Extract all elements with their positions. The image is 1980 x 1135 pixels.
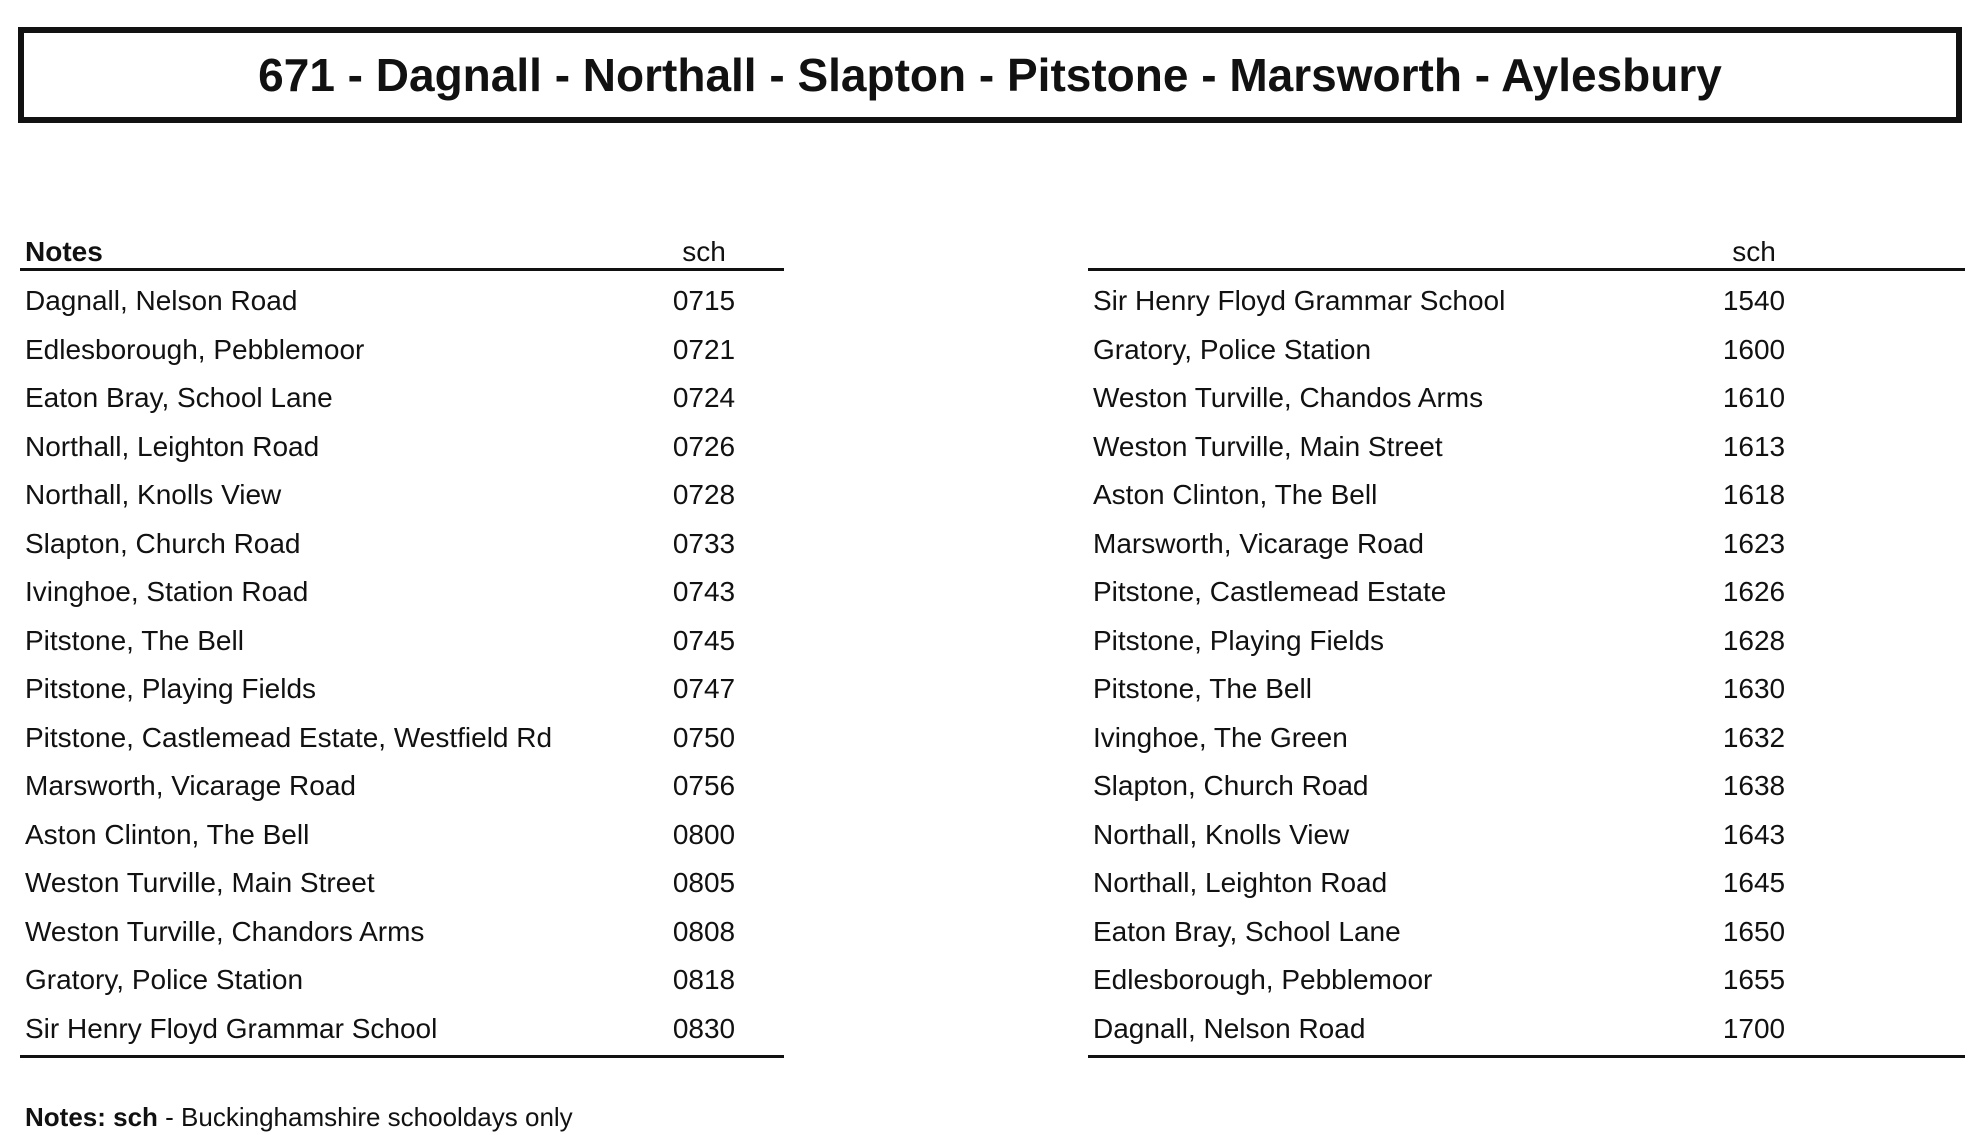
sch-column-header: sch: [1732, 236, 1776, 267]
stop-name: Weston Turville, Chandos Arms: [1093, 382, 1484, 414]
stop-name: Weston Turville, Main Street: [25, 867, 375, 899]
timetable-row: [1088, 665, 1965, 714]
stop-name: Pitstone, Playing Fields: [25, 673, 317, 705]
departure-time: 0818: [672, 964, 736, 996]
departure-time: 1610: [1722, 382, 1786, 414]
timetable-row: [20, 374, 784, 423]
timetable-row: [1088, 326, 1965, 375]
timetable-row: [1088, 471, 1965, 520]
timetable-row: [20, 665, 784, 714]
stop-name: Slapton, Church Road: [1093, 770, 1369, 802]
timetable-row: [1088, 1005, 1965, 1054]
stop-name: Aston Clinton, The Bell: [25, 818, 310, 850]
stop-name: Ivinghoe, Station Road: [25, 576, 309, 608]
stop-name: Sir Henry Floyd Grammar School: [25, 1012, 438, 1044]
departure-time: 1628: [1722, 624, 1786, 656]
timetable-row: [20, 811, 784, 860]
departure-time: 0750: [672, 721, 736, 753]
departure-time: 0830: [672, 1012, 736, 1044]
departure-time: 1630: [1722, 673, 1786, 705]
inbound-timetable: [1088, 230, 1965, 1058]
departure-time: 1626: [1722, 576, 1786, 608]
departure-time: 1700: [1722, 1012, 1786, 1044]
departure-time: 1540: [1722, 285, 1786, 317]
stop-name: Marsworth, Vicarage Road: [25, 770, 356, 802]
stop-name: Pitstone, Castlemead Estate: [1093, 576, 1447, 608]
route-title-box: [18, 27, 1962, 123]
stop-name: Northall, Leighton Road: [1093, 867, 1388, 899]
timetable-row: [1088, 956, 1965, 1005]
inbound-rows: [1088, 271, 1965, 1058]
stop-name: Dagnall, Nelson Road: [25, 285, 298, 317]
departure-time: 0733: [672, 527, 736, 559]
departure-time: 0743: [672, 576, 736, 608]
departure-time: 1618: [1722, 479, 1786, 511]
footnote: [25, 1102, 573, 1132]
outbound-rows: [20, 271, 784, 1058]
timetable-row: [1088, 714, 1965, 763]
inbound-header-row: [1088, 230, 1965, 271]
timetable-row: [20, 326, 784, 375]
stop-name: Edlesborough, Pebblemoor: [1093, 964, 1433, 996]
timetable-row: [20, 520, 784, 569]
departure-time: 1655: [1722, 964, 1786, 996]
stop-name: Gratory, Police Station: [1093, 333, 1372, 365]
timetable-row: [1088, 811, 1965, 860]
timetable-row: [1088, 859, 1965, 908]
timetable-row: [20, 617, 784, 666]
departure-time: 1613: [1722, 430, 1786, 462]
stop-name: Edlesborough, Pebblemoor: [25, 333, 365, 365]
outbound-timetable: [20, 230, 784, 1058]
stop-name: Ivinghoe, The Green: [1093, 721, 1348, 753]
stop-name: Pitstone, The Bell: [1093, 673, 1312, 705]
stop-name: Weston Turville, Main Street: [1093, 430, 1443, 462]
stop-name: Pitstone, Castlemead Estate, Westfield Rd: [25, 721, 553, 753]
departure-time: 1643: [1722, 818, 1786, 850]
timetable-row: [20, 859, 784, 908]
footnote-label: Notes: sch: [25, 1102, 158, 1132]
departure-time: 1623: [1722, 527, 1786, 559]
timetable-row: [1088, 568, 1965, 617]
departure-time: 1638: [1722, 770, 1786, 802]
timetable-row: [20, 762, 784, 811]
timetable-row: [1088, 908, 1965, 957]
departure-time: 1600: [1722, 333, 1786, 365]
timetable-row: [1088, 617, 1965, 666]
timetable-row: [20, 956, 784, 1005]
stop-name: Weston Turville, Chandors Arms: [25, 915, 425, 947]
footnote-text: - Buckinghamshire schooldays only: [157, 1102, 573, 1132]
timetable-row: [1088, 423, 1965, 472]
timetable-row: [1088, 762, 1965, 811]
departure-time: 0715: [672, 285, 736, 317]
stop-name: Pitstone, The Bell: [25, 624, 244, 656]
stop-name: Sir Henry Floyd Grammar School: [1093, 285, 1506, 317]
stop-name: Northall, Knolls View: [1093, 818, 1350, 850]
departure-time: 1645: [1722, 867, 1786, 899]
stop-name: Pitstone, Playing Fields: [1093, 624, 1385, 656]
timetable-row: [20, 471, 784, 520]
departure-time: 0808: [672, 915, 736, 947]
timetable-row: [20, 908, 784, 957]
outbound-header-row: [20, 230, 784, 271]
departure-time: 0745: [672, 624, 736, 656]
departure-time: 0800: [672, 818, 736, 850]
route-title: 671 - Dagnall - Northall - Slapton - Pitstone - Marsworth - Aylesbury: [258, 49, 1722, 101]
departure-time: 0726: [672, 430, 736, 462]
timetable-row: [20, 423, 784, 472]
stop-name: Marsworth, Vicarage Road: [1093, 527, 1424, 559]
timetable-row: [20, 714, 784, 763]
stop-name: Northall, Leighton Road: [25, 430, 320, 462]
timetable-row: [1088, 277, 1965, 326]
stop-name: Aston Clinton, The Bell: [1093, 479, 1378, 511]
stop-name: Eaton Bray, School Lane: [1093, 915, 1401, 947]
departure-time: 0728: [672, 479, 736, 511]
timetable-row: [20, 568, 784, 617]
stop-name: Gratory, Police Station: [25, 964, 304, 996]
stop-name: Eaton Bray, School Lane: [25, 382, 333, 414]
departure-time: 0721: [672, 333, 736, 365]
timetable-row: [1088, 374, 1965, 423]
timetable-row: [20, 1005, 784, 1054]
departure-time: 1650: [1722, 915, 1786, 947]
stop-name: Dagnall, Nelson Road: [1093, 1012, 1366, 1044]
timetable-row: [20, 277, 784, 326]
departure-time: 0805: [672, 867, 736, 899]
notes-header: Notes: [25, 236, 103, 267]
departure-time: 0747: [672, 673, 736, 705]
departure-time: 0724: [672, 382, 736, 414]
timetable-row: [1088, 520, 1965, 569]
departure-time: 1632: [1722, 721, 1786, 753]
departure-time: 0756: [672, 770, 736, 802]
stop-name: Slapton, Church Road: [25, 527, 301, 559]
stop-name: Northall, Knolls View: [25, 479, 282, 511]
sch-column-header: sch: [682, 236, 726, 267]
